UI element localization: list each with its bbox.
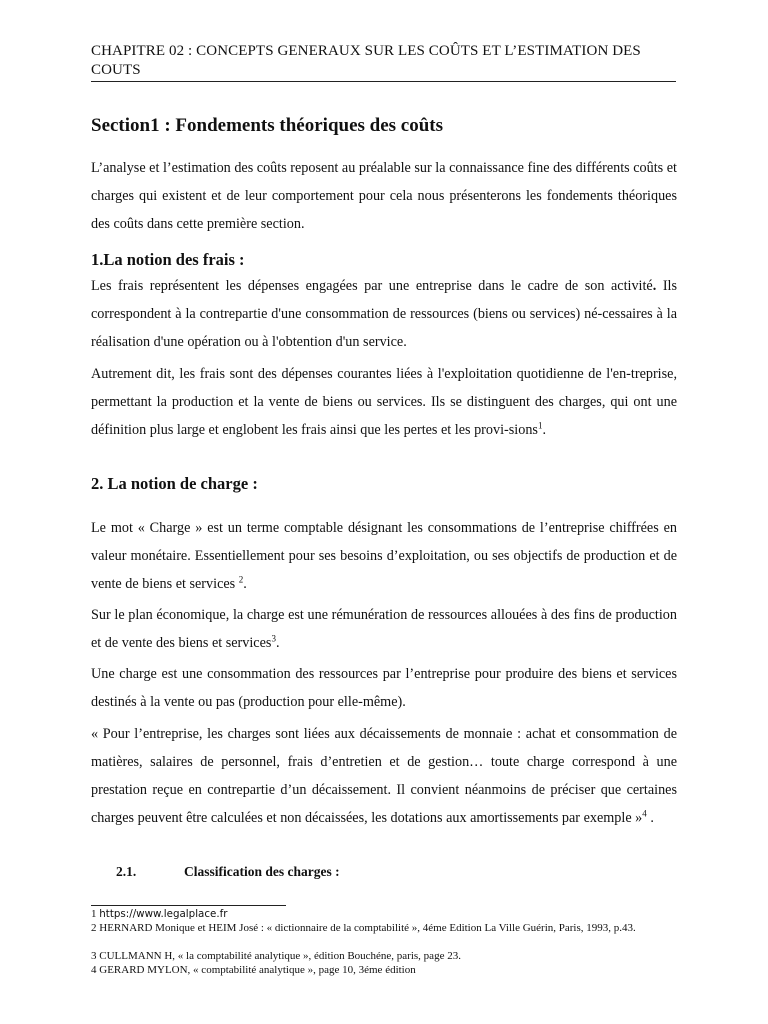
footnote-4-number: 4 <box>91 964 97 976</box>
chapter-header: CHAPITRE 02 : CONCEPTS GENERAUX SUR LES COÛTS ET L’ESTIMATION DES COUTS <box>91 43 641 78</box>
charge-p2-end: . <box>275 635 280 651</box>
frais-heading: 1.La notion des frais : <box>91 250 245 269</box>
subsection-number: 2.1. <box>116 864 137 879</box>
frais-paragraph-1 <box>91 272 677 356</box>
footnote-1-number: 1 <box>91 908 97 920</box>
footnote-2-text: HERNARD Monique et HEIM José : « dictionnaire de la comptabilité », 4éme Edition La Ville Guérin, Paris, 1993, p.43. <box>99 922 636 934</box>
footnote-4-text: GERARD MYLON, « comptabilité analytique », page 10, 3éme édition <box>99 964 416 976</box>
charge-paragraph-3: Une charge est une consommation des ressources par l’entreprise pour produire des biens et services destinés à la vente ou pas (production pour elle-même). <box>91 666 677 710</box>
footnote-3-text: CULLMANN H, « la comptabilité analytique », édition Bouchéne, paris, page 23. <box>99 950 461 962</box>
footnote-ref-3: 3 <box>271 633 276 644</box>
frais-p1-rest: Ils correspondent à la contrepartie d'une consommation de ressources (biens ou services) né-cessaires à la réalisation d'une opération ou à l'obtention d'un service. <box>91 278 677 350</box>
charge-heading: 2. La notion de charge : <box>91 474 258 493</box>
footnote-ref-1: 1 <box>537 420 543 431</box>
footnote-ref-2: 2 <box>238 574 244 585</box>
footnote-1 <box>91 907 691 921</box>
frais-paragraph-2 <box>91 360 677 444</box>
charge-paragraph-4 <box>91 720 677 832</box>
section-title: Section1 : Fondements théoriques des coûts <box>91 115 444 136</box>
frais-p2-end: . <box>542 422 546 438</box>
footnote-4 <box>91 963 691 977</box>
footnote-2-number: 2 <box>91 922 97 934</box>
header-divider <box>91 81 676 82</box>
frais-p1-line1-end: . <box>652 278 657 294</box>
intro-paragraph: L’analyse et l’estimation des coûts reposent au préalable sur la connaissance fine des différents coûts et charges qui existent et de leur comportement pour cela nous présenterons les fondements théoriques des coûts dans cette première section. <box>91 160 677 232</box>
charge-paragraph-2 <box>91 601 677 657</box>
footnote-divider <box>91 905 286 906</box>
footnote-1-link[interactable]: https://www.legalplace.fr <box>99 908 228 920</box>
frais-p2-text: Autrement dit, les frais sont des dépenses courantes liées à l'exploitation quotidienne de l'en-treprise, permettant la production et la vente de biens ou services. Ils se distinguent des charges, qui ont une définition plus large et englobent les frais ainsi que les pertes et les provi-sions <box>91 366 677 438</box>
footnote-2 <box>91 921 691 935</box>
footnote-3-number: 3 <box>91 950 97 962</box>
footnote-ref-4: 4 <box>642 808 647 819</box>
charge-p1-end: . <box>243 576 247 592</box>
charge-paragraph-1 <box>91 514 677 598</box>
frais-p1-line1: Les frais représentent les dépenses engagées par une entreprise dans le cadre de son activité <box>91 278 653 294</box>
charge-p4-end: . <box>646 810 654 826</box>
charge-p1-text: Le mot « Charge » est un terme comptable désignant les consommations de l’entreprise chiffrées en valeur monétaire. Essentiellement pour ses besoins d’exploitation, ou ses objectifs de production et de vente de biens et services <box>91 520 677 592</box>
charge-p4-quote: « Pour l’entreprise, les charges sont liées aux décaissements de monnaie : achat et consommation de matières, salaires de personnel, frais d’entretien et de gestion… toute charge correspond à une prestation reçue en contrepartie d’un décaissement. Il convient néanmoins de préciser que certaines charges peuvent être calculées et non décaissées, les dotations aux amortissements par exemple » <box>91 726 677 826</box>
subsection-title: Classification des charges : <box>184 864 340 879</box>
charge-p2-text: Sur le plan économique, la charge est une rémunération de ressources allouées à des fins de production et de vente des biens et services <box>91 607 677 651</box>
footnote-3 <box>91 949 691 963</box>
